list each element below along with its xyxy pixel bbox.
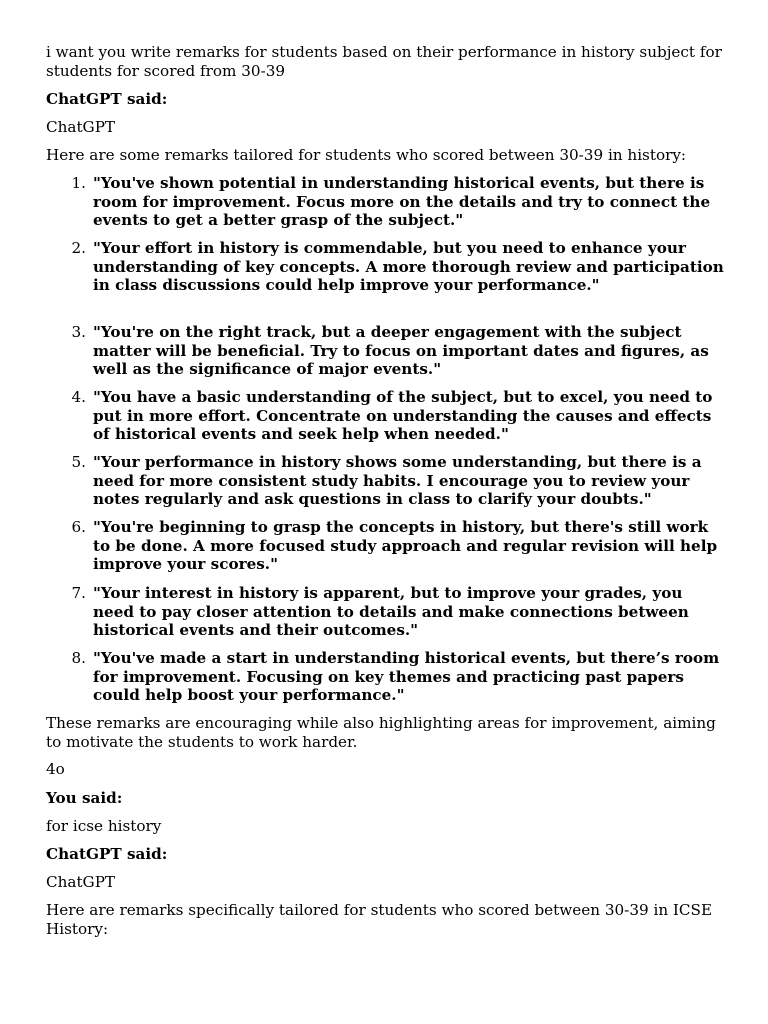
user-prompt-text: i want you write remarks for students based on their performance in history subject for students for scored from 30-39 — [46, 43, 722, 80]
reply-intro-text: Here are some remarks tailored for students who scored between 30-39 in history: — [46, 146, 687, 164]
list-item-number: 4. — [71, 388, 86, 406]
reply-intro-text-2: Here are remarks specifically tailored for students who scored between 30-39 in ICSE History: — [46, 901, 713, 938]
list-item-number: 8. — [71, 649, 86, 667]
list-item-text: "Your interest in history is apparent, but to improve your grades, you need to pay closer attention to details and make connections between historical events and their outcomes." — [93, 584, 689, 640]
list-item-text: "You're beginning to grasp the concepts in history, but there's still work to be done. A more focused study approach and regular revision will help improve your scores." — [93, 518, 718, 574]
model-tag: 4o — [46, 760, 65, 778]
chatgpt-said-header-2: ChatGPT said: — [46, 845, 168, 863]
list-item-text: "Your effort in history is commendable, but you need to enhance your understanding of key concepts. A more thorough review and participation in class discussions could help improve your performance." — [93, 239, 724, 295]
list-item-text: "You've shown potential in understanding historical events, but there is room for improvement. Focus more on the details and try to connect the events to get a better grasp of the subject." — [93, 174, 711, 230]
list-item-number: 6. — [71, 518, 86, 536]
you-said-header: You said: — [46, 789, 123, 807]
list-item-text: "You've made a start in understanding historical events, but there’s room for improvement. Focusing on key themes and practicing past papers could help boost your performance." — [93, 649, 720, 705]
list-item-text: "You're on the right track, but a deeper engagement with the subject matter will be beneficial. Try to focus on important dates and figures, as well as the significance of major events." — [93, 323, 709, 379]
list-item-number: 7. — [71, 584, 86, 602]
user-followup-text: for icse history — [46, 817, 162, 835]
list-item-number: 2. — [71, 239, 86, 257]
list-item-number: 1. — [71, 174, 86, 192]
list-item-number: 3. — [71, 323, 86, 341]
reply-closing-text: These remarks are encouraging while also highlighting areas for improvement, aiming to motivate the students to work harder. — [46, 714, 716, 751]
list-item-text: "Your performance in history shows some understanding, but there is a need for more consistent study habits. I encourage you to review your notes regularly and ask questions in class to clarify your doubts." — [93, 453, 702, 509]
list-item-number: 5. — [71, 453, 86, 471]
model-label-2: ChatGPT — [46, 873, 116, 891]
model-label: ChatGPT — [46, 118, 116, 136]
list-item-text: "You have a basic understanding of the subject, but to excel, you need to put in more effort. Concentrate on understanding the causes and effects of historical events and seek help when needed." — [93, 388, 713, 444]
chatgpt-said-header: ChatGPT said: — [46, 90, 168, 108]
